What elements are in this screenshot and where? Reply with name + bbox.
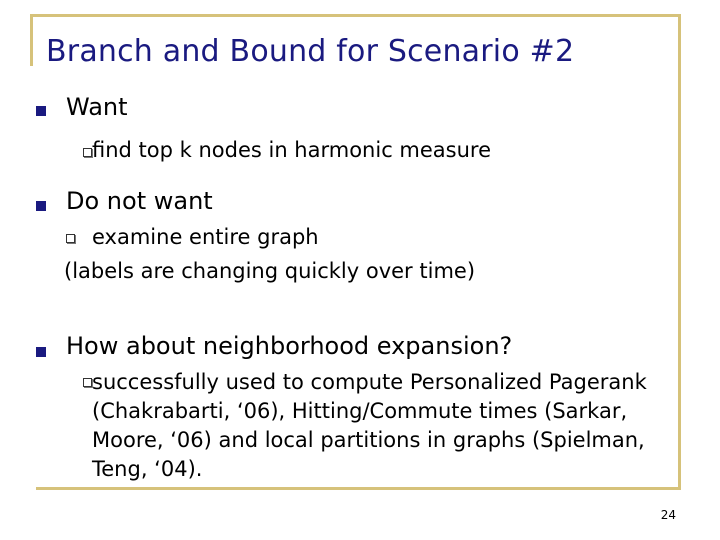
- frame-top-rule: [30, 14, 681, 17]
- expansion-heading: How about neighborhood expansion?: [66, 332, 513, 360]
- expansion-paragraph: [92, 368, 647, 484]
- dontwant-heading: Do not want: [66, 187, 213, 215]
- dontwant-note: (labels are changing quickly over time): [64, 259, 476, 283]
- expansion-line: Moore, ‘06) and local partitions in graphs (Spielman,: [92, 428, 645, 452]
- expansion-line: successfully used to compute Personalized Pagerank: [92, 370, 647, 394]
- square-bullet-icon: [36, 201, 46, 211]
- hollow-square-bullet-icon: [83, 148, 92, 157]
- expansion-line: (Chakrabarti, ‘06), Hitting/Commute times (Sarkar,: [92, 399, 628, 423]
- dontwant-item: examine entire graph: [92, 225, 319, 249]
- hollow-square-bullet-icon: [66, 234, 75, 243]
- want-item: find top k nodes in harmonic measure: [92, 138, 492, 162]
- square-bullet-icon: [36, 347, 46, 357]
- want-heading: Want: [66, 93, 128, 121]
- frame-left-rule: [30, 14, 33, 66]
- slide-title: Branch and Bound for Scenario #2: [46, 34, 575, 69]
- page-number: 24: [660, 508, 676, 522]
- square-bullet-icon: [36, 106, 46, 116]
- expansion-line: Teng, ‘04).: [92, 457, 203, 481]
- frame-bottom-rule: [36, 487, 681, 490]
- frame-right-rule: [678, 14, 681, 490]
- hollow-square-bullet-icon: [83, 378, 92, 387]
